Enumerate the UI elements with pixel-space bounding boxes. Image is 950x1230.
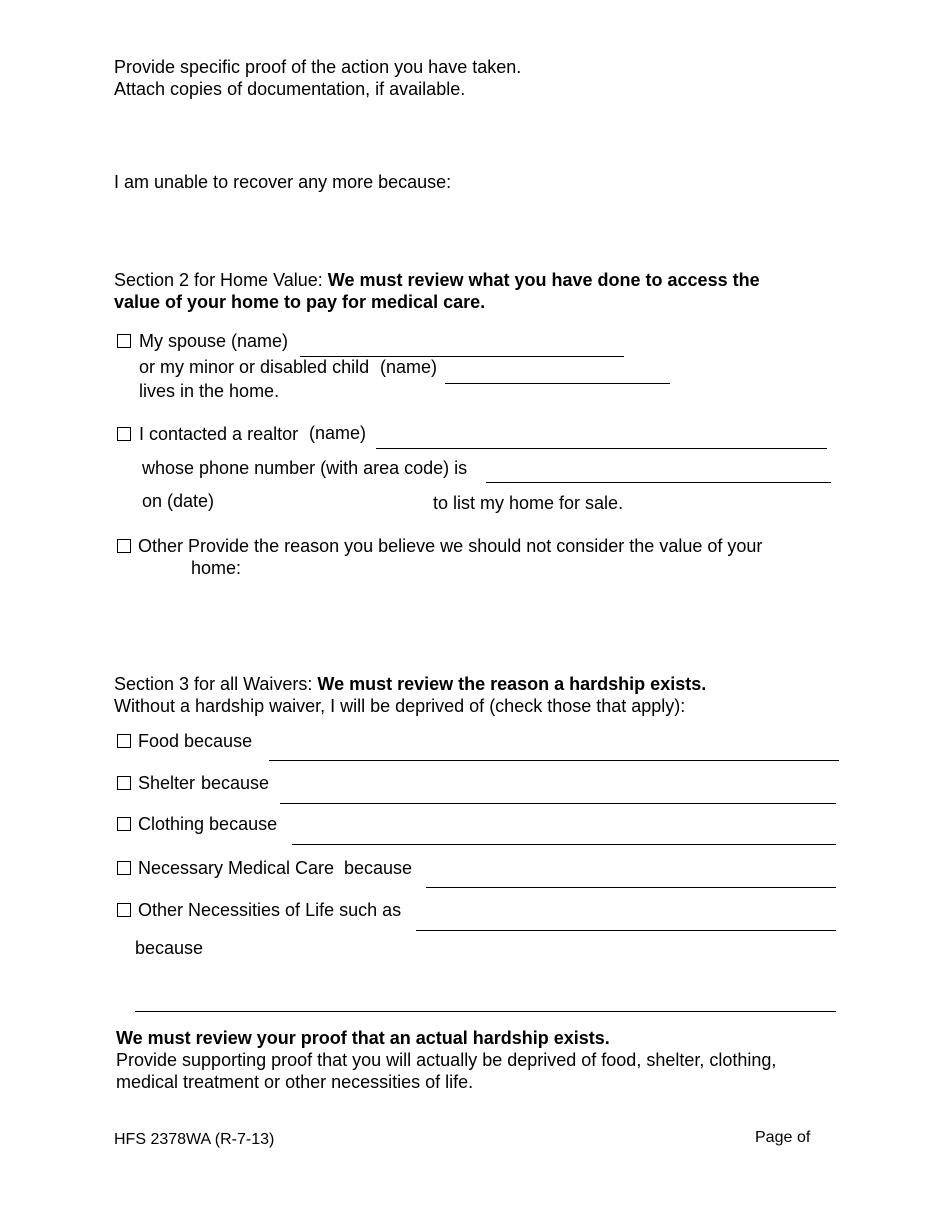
medical-checkbox[interactable] xyxy=(117,861,131,875)
shelter-label: Shelter xyxy=(138,773,196,793)
spouse-checkbox[interactable] xyxy=(117,334,131,348)
section3-instruction: Without a hardship waiver, I will be deprived of (check those that apply): xyxy=(114,696,686,716)
clothing-checkbox[interactable] xyxy=(117,817,131,831)
medical-because: because xyxy=(344,858,413,878)
other-home-label: Other Provide the reason you believe we should not consider the value of your xyxy=(138,536,763,556)
section2-heading xyxy=(114,269,760,291)
clothing-label: Clothing because xyxy=(138,814,278,834)
phone-label: whose phone number (with area code) is xyxy=(142,458,468,478)
section3-heading-prefix: Section 3 for all Waivers: xyxy=(114,674,318,694)
proof-line-2: medical treatment or other necessities of life. xyxy=(116,1072,474,1092)
proof-line-1: Provide supporting proof that you will actually be deprived of food, shelter, clothing, xyxy=(116,1050,777,1070)
food-checkbox[interactable] xyxy=(117,734,131,748)
other-home-label-2: home: xyxy=(191,558,242,578)
because-label: because xyxy=(135,938,204,958)
intro-line-1: Provide specific proof of the action you have taken. xyxy=(114,57,522,77)
child-label: or my minor or disabled child xyxy=(139,357,370,377)
food-line[interactable] xyxy=(269,760,839,761)
realtor-name-label: (name) xyxy=(309,423,367,443)
child-name-label: (name) xyxy=(380,357,438,377)
other-home-checkbox[interactable] xyxy=(117,539,131,553)
realtor-label: I contacted a realtor xyxy=(139,424,299,444)
section3-heading xyxy=(114,673,706,695)
shelter-because: because xyxy=(201,773,270,793)
list-home-label: to list my home for sale. xyxy=(433,493,624,513)
clothing-line[interactable] xyxy=(292,844,836,845)
section2-heading-line-2: value of your home to pay for medical care. xyxy=(114,292,486,312)
food-label: Food because xyxy=(138,731,253,751)
other-necessities-line[interactable] xyxy=(416,930,836,931)
medical-line[interactable] xyxy=(426,887,836,888)
shelter-checkbox[interactable] xyxy=(117,776,131,790)
child-name-line[interactable] xyxy=(445,383,670,384)
proof-heading: We must review your proof that an actual hardship exists. xyxy=(116,1028,610,1048)
section2-heading-prefix: Section 2 for Home Value: xyxy=(114,270,328,290)
unable-label: I am unable to recover any more because: xyxy=(114,172,452,192)
lives-label: lives in the home. xyxy=(139,381,280,401)
other-necessities-label: Other Necessities of Life such as xyxy=(138,900,402,920)
section3-heading-bold: We must review the reason a hardship exists. xyxy=(317,674,707,694)
medical-label: Necessary Medical Care xyxy=(138,858,335,878)
intro-line-2: Attach copies of documentation, if available. xyxy=(114,79,466,99)
phone-line[interactable] xyxy=(486,482,831,483)
other-necessities-checkbox[interactable] xyxy=(117,903,131,917)
realtor-checkbox[interactable] xyxy=(117,427,131,441)
spouse-label: My spouse (name) xyxy=(139,331,289,351)
date-label: on (date) xyxy=(142,491,215,511)
shelter-line[interactable] xyxy=(280,803,836,804)
page-of-label: of xyxy=(797,1129,811,1146)
form-id: HFS 2378WA (R-7-13) xyxy=(114,1131,275,1148)
page-label: Page xyxy=(755,1129,793,1146)
because-line[interactable] xyxy=(135,1011,836,1012)
section2-heading-bold-1: We must review what you have done to access the xyxy=(327,270,760,290)
realtor-name-line[interactable] xyxy=(376,448,827,449)
